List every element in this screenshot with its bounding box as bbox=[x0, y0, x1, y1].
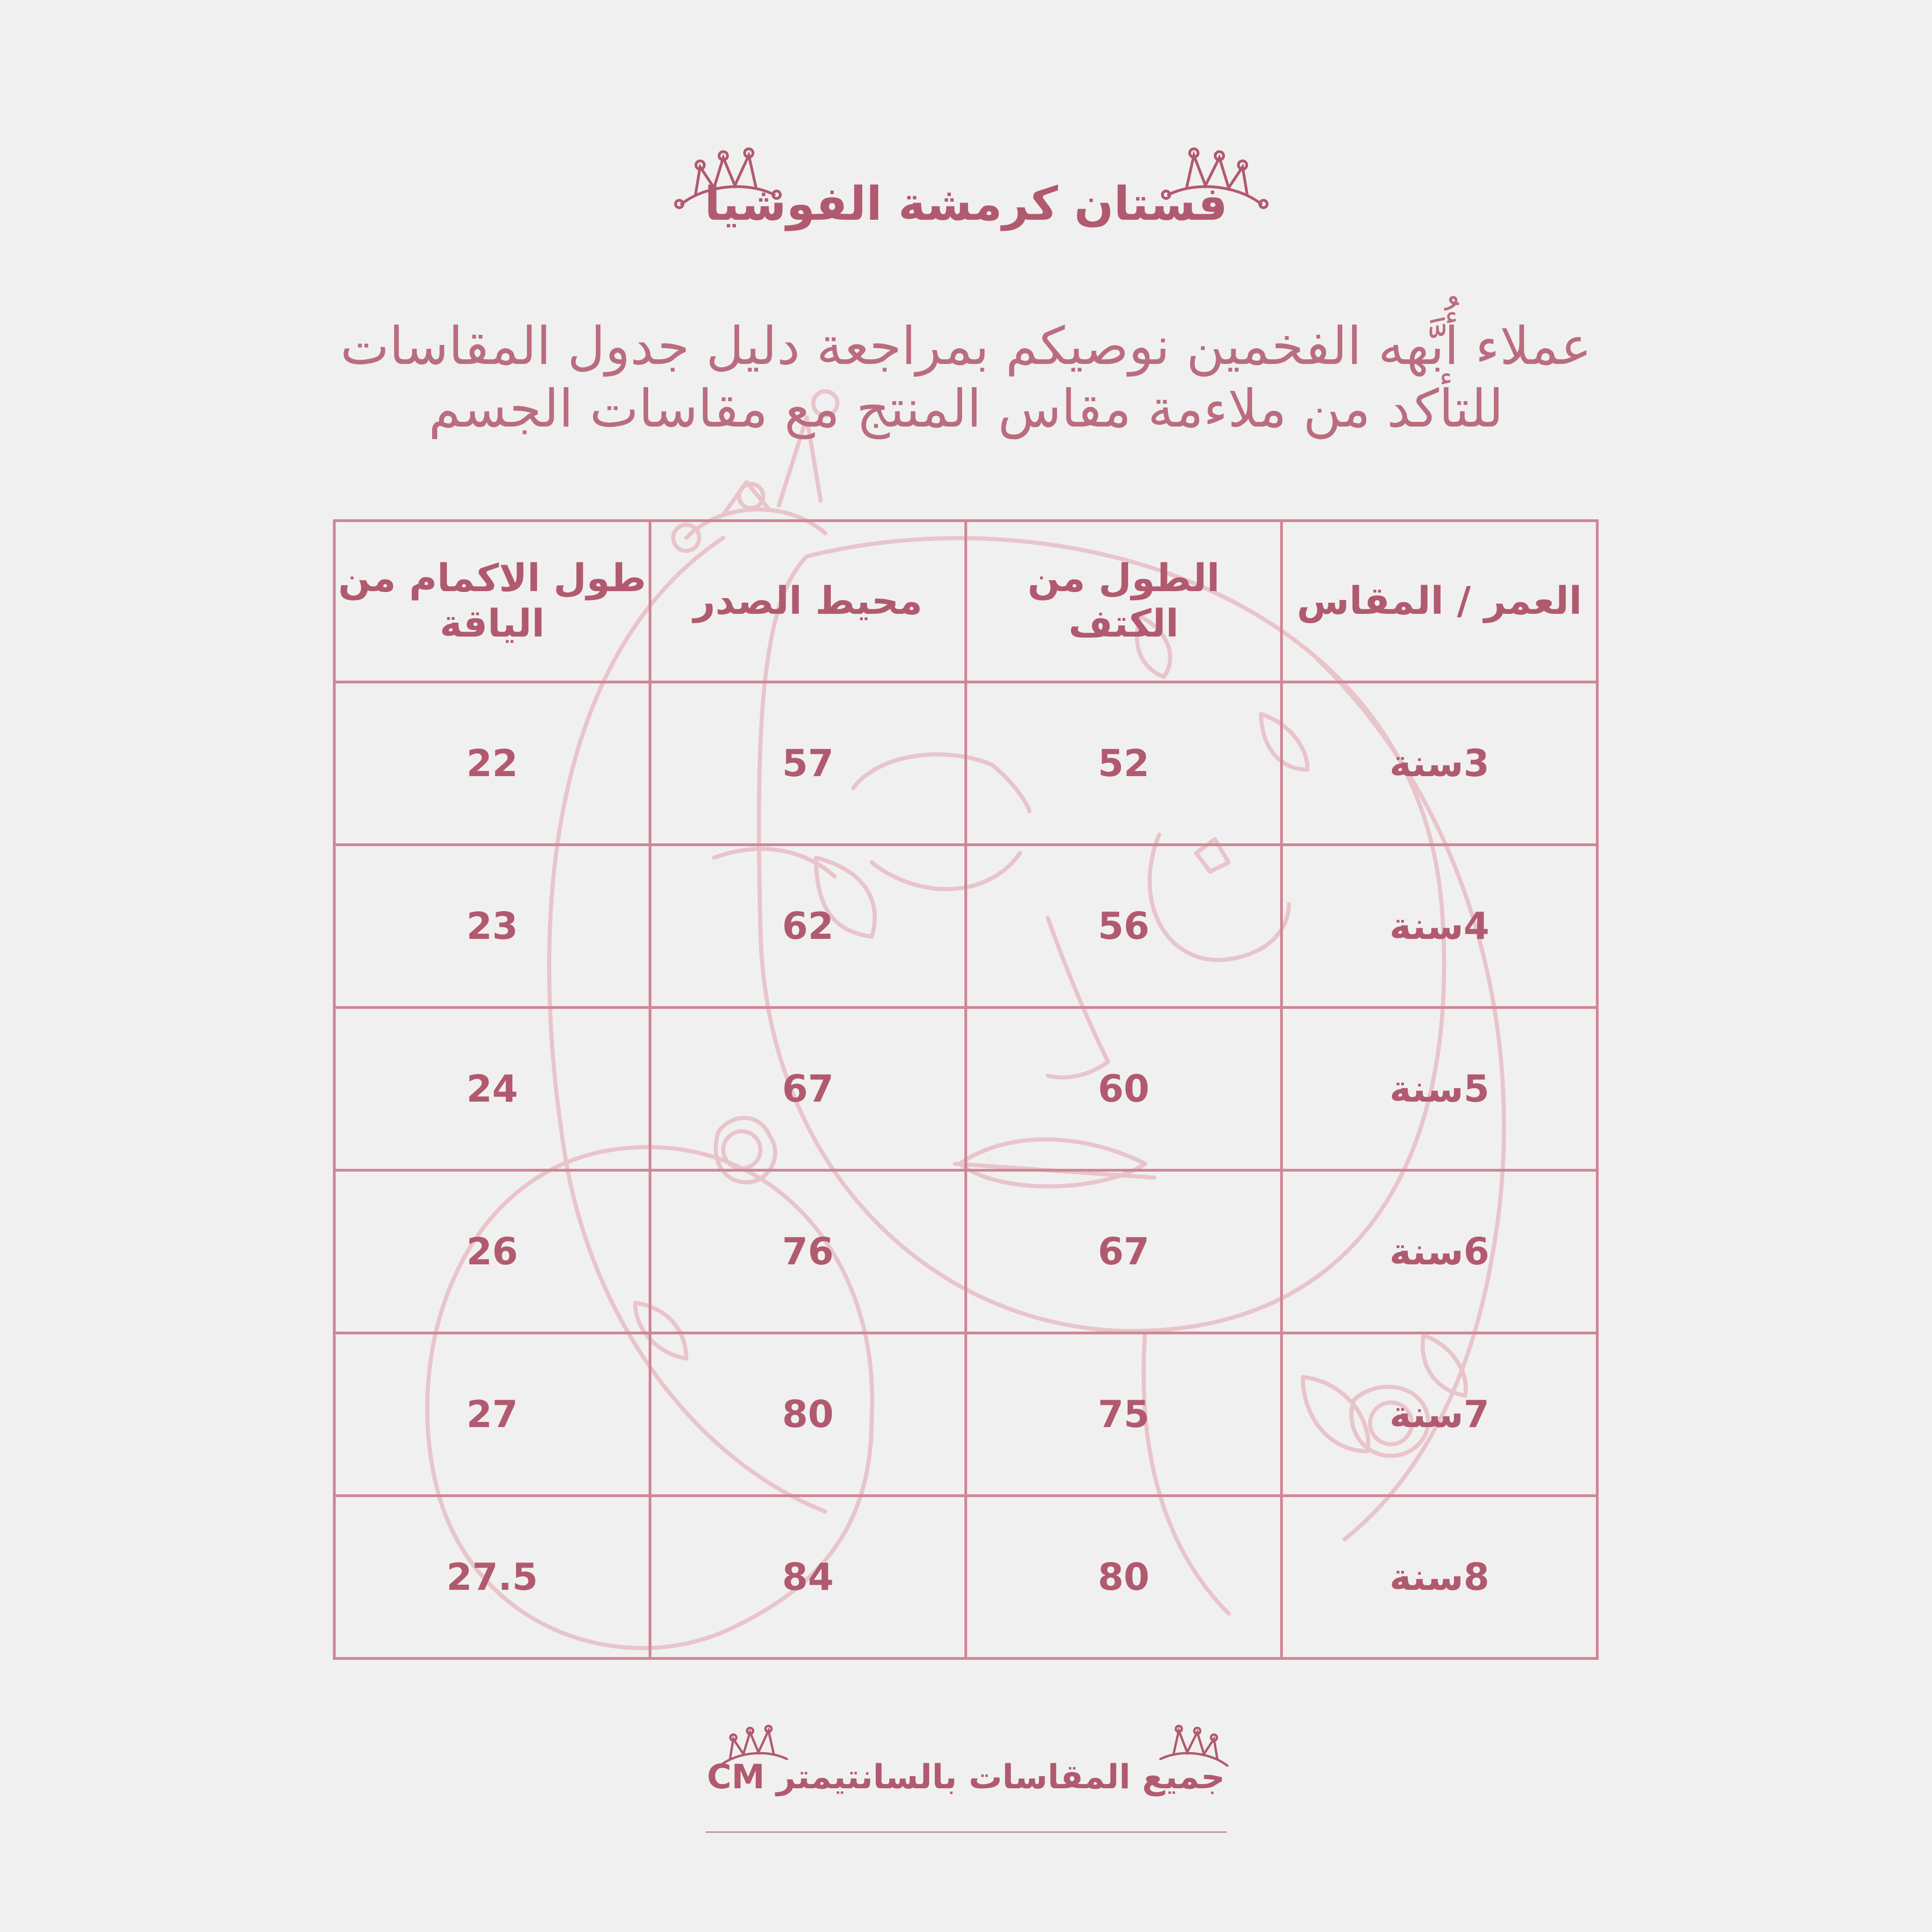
page-title: فستان كرمشة الفوشيا bbox=[704, 177, 1228, 231]
cell-sleeve: 27.5 bbox=[334, 1496, 650, 1658]
table-row bbox=[334, 1496, 1597, 1658]
intro-line-1: عملاء أُبَّهه الفخمين نوصيكم بمراجعة دليل جدول المقاسات bbox=[340, 316, 1592, 376]
header-age-size: العمر / المقاس bbox=[1282, 521, 1597, 682]
intro-text bbox=[278, 315, 1654, 440]
cell-chest: 62 bbox=[650, 845, 966, 1007]
cell-sleeve: 24 bbox=[334, 1007, 650, 1170]
cell-age: 5سنة bbox=[1282, 1007, 1597, 1170]
cell-age: 8سنة bbox=[1282, 1496, 1597, 1658]
table-row bbox=[334, 1007, 1597, 1170]
cell-length: 56 bbox=[966, 845, 1282, 1007]
cell-length: 75 bbox=[966, 1333, 1282, 1496]
cell-chest: 57 bbox=[650, 682, 966, 845]
cell-sleeve: 23 bbox=[334, 845, 650, 1007]
cell-age: 3سنة bbox=[1282, 682, 1597, 845]
cell-sleeve: 27 bbox=[334, 1333, 650, 1496]
table-row bbox=[334, 1170, 1597, 1333]
footer-divider bbox=[706, 1831, 1227, 1833]
cell-age: 4سنة bbox=[1282, 845, 1597, 1007]
cell-sleeve: 22 bbox=[334, 682, 650, 845]
cell-length: 80 bbox=[966, 1496, 1282, 1658]
header-sleeve-length: طول الاكمام من الياقة bbox=[334, 521, 650, 682]
cell-chest: 80 bbox=[650, 1333, 966, 1496]
header-chest-circumference: محيط الصدر bbox=[650, 521, 966, 682]
intro-line-2: للتأكد من ملاءمة مقاس المنتج مع مقاسات الجسم bbox=[428, 379, 1504, 439]
cell-chest: 67 bbox=[650, 1007, 966, 1170]
size-table bbox=[333, 519, 1599, 1660]
cell-length: 60 bbox=[966, 1007, 1282, 1170]
table-row bbox=[334, 682, 1597, 845]
table-row bbox=[334, 845, 1597, 1007]
header-length-from-shoulder: الطول من الكتف bbox=[966, 521, 1282, 682]
cell-chest: 84 bbox=[650, 1496, 966, 1658]
table-header-row bbox=[334, 521, 1597, 682]
title-block bbox=[0, 125, 1932, 246]
units-note: جميع المقاسات بالسانتيمتر CM bbox=[707, 1757, 1225, 1796]
cell-length: 67 bbox=[966, 1170, 1282, 1333]
cell-length: 52 bbox=[966, 682, 1282, 845]
cell-sleeve: 26 bbox=[334, 1170, 650, 1333]
cell-chest: 76 bbox=[650, 1170, 966, 1333]
table-row bbox=[334, 1333, 1597, 1496]
cell-age: 7سنة bbox=[1282, 1333, 1597, 1496]
cell-age: 6سنة bbox=[1282, 1170, 1597, 1333]
